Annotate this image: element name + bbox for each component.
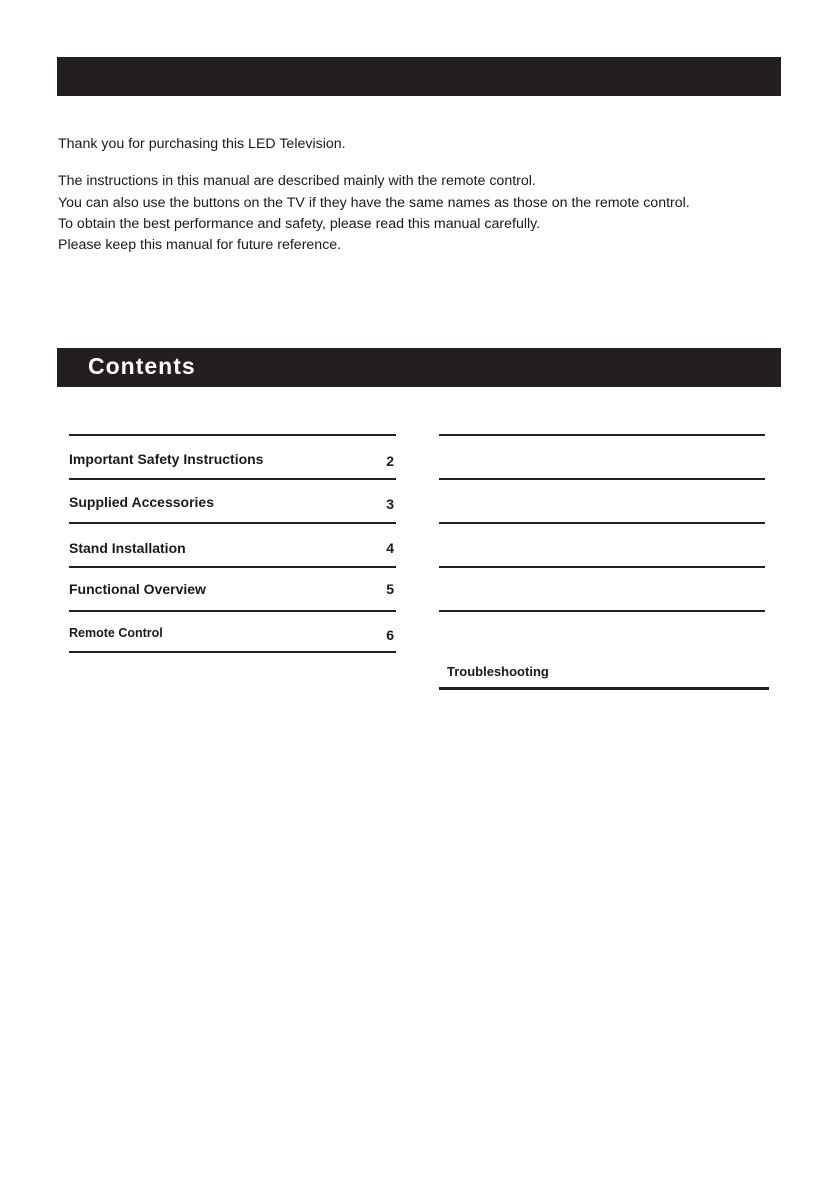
- toc-entry-label: Troubleshooting: [447, 664, 549, 679]
- toc-entry-page: 6: [386, 627, 394, 643]
- toc-entry-page: 2: [386, 453, 394, 469]
- divider: [439, 687, 769, 690]
- toc-entry-label: Functional Overview: [69, 581, 206, 597]
- divider: [439, 610, 765, 612]
- toc-entry-label: Important Safety Instructions: [69, 451, 264, 467]
- toc-entry-empty: [439, 568, 765, 610]
- toc-entry-remote-control[interactable]: [69, 612, 396, 651]
- toc-entry-functional-overview[interactable]: [69, 568, 396, 610]
- header-bar: [57, 57, 781, 96]
- toc-entry-page: 5: [386, 581, 394, 597]
- toc-entry-empty: [439, 480, 765, 522]
- contents-title: Contents: [88, 353, 196, 379]
- intro-text: [58, 134, 788, 256]
- intro-line: You can also use the buttons on the TV if they have the same names as those on the remote control.: [58, 194, 690, 211]
- toc-entry-important-safety[interactable]: [69, 436, 396, 478]
- contents-header-bar: [57, 348, 781, 387]
- toc-entry-page: 3: [386, 496, 394, 512]
- toc-entry-stand-installation[interactable]: [69, 524, 396, 566]
- toc-entry-label: Supplied Accessories: [69, 494, 214, 510]
- intro-line: Please keep this manual for future reference.: [58, 237, 342, 254]
- intro-line: The instructions in this manual are described mainly with the remote control.: [58, 173, 536, 190]
- toc-entry-empty: [439, 436, 765, 478]
- toc-entry-label: Stand Installation: [69, 540, 186, 556]
- toc-entry-empty: [439, 524, 765, 566]
- intro-thanks: Thank you for purchasing this LED Television.: [58, 136, 346, 152]
- intro-line: To obtain the best performance and safety, please read this manual carefully.: [58, 215, 541, 232]
- toc-left-column: [69, 434, 396, 653]
- divider: [69, 651, 396, 653]
- toc-entry-troubleshooting[interactable]: [439, 650, 769, 689]
- toc-entry-page: 4: [386, 540, 394, 556]
- toc-right-column: [439, 434, 765, 612]
- toc-entry-label: Remote Control: [69, 626, 163, 640]
- toc-entry-supplied-accessories[interactable]: [69, 480, 396, 522]
